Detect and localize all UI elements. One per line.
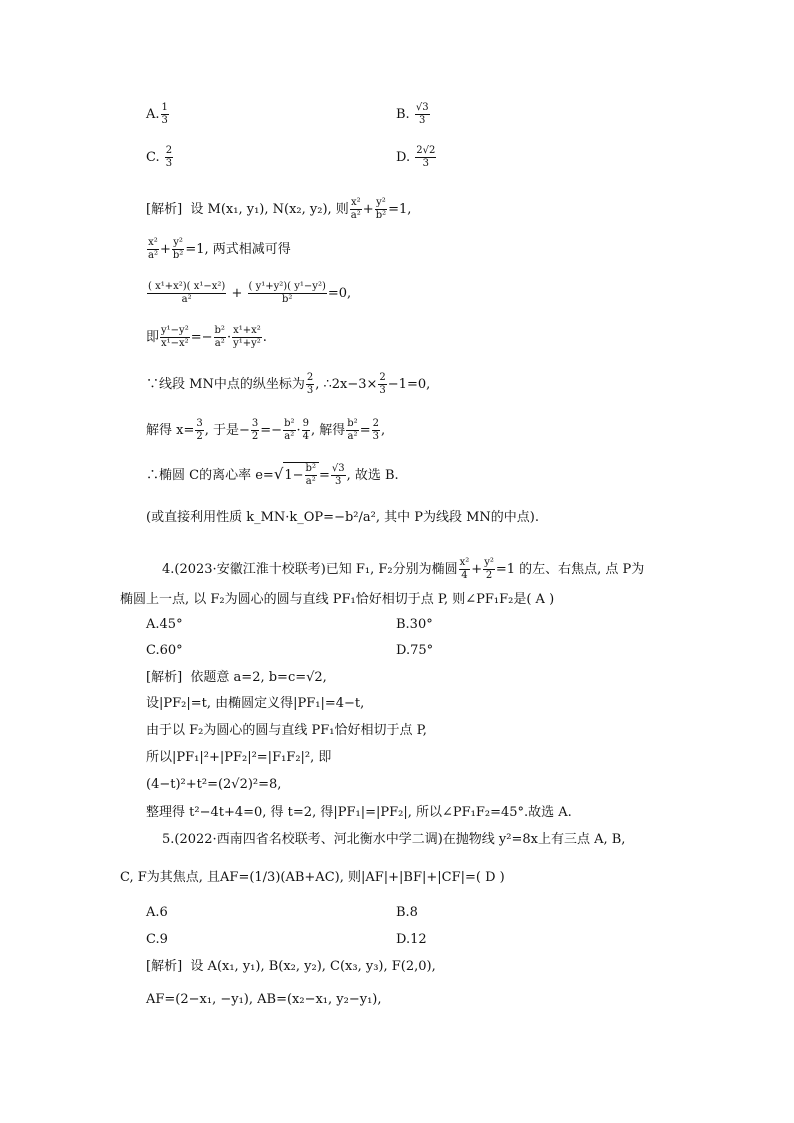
q4-solution-line-6: 整理得 t²−4t+4=0, 得 t=2, 得|PF₁|=|PF₂|, 所以∠PF₁F₂=45°.故选 A. xyxy=(146,805,572,820)
q4-solution-line-5: (4−t)²+t²=(2√2)²=8, xyxy=(146,777,282,792)
q3-solution-line-1: [解析] 设 M(x₁, y₁), N(x₂, y₂), 则 $\frac{\text{x²}}{\text{a²}}$ + $\frac{\text{y²}}{\text{b²}}$ =1, xyxy=(146,197,412,221)
option-c: C. $\frac{2}{3}$ xyxy=(146,145,173,169)
option-a: A. $\frac{1}{3}$ xyxy=(146,102,168,126)
q5-solution-line-1: [解析] 设 A(x₁, y₁), B(x₂, y₂), C(x₃, y₃), F(2,0), xyxy=(146,959,436,974)
q5-stem-line-1: 5.(2022·西南四省名校联考、河北衡水中学二调)在抛物线 y²=8x上有三点 A, B, xyxy=(162,832,626,847)
q4-option-a: A.45° xyxy=(146,617,183,632)
q5-option-b: B.8 xyxy=(396,905,418,920)
q4-solution-line-4: 所以|PF₁|²+|PF₂|²=|F₁F₂|², 即 xyxy=(146,750,332,765)
q4-stem-line-2: 椭圆上一点, 以 F₂为圆心的圆与直线 PF₁恰好相切于点 P, 则∠PF₁F₂是( A ) xyxy=(120,592,555,607)
q5-solution-line-2: AF=(2−x₁, −y₁), AB=(x₂−x₁, y₂−y₁), xyxy=(146,992,382,1007)
q3-solution-line-8: (或直接利用性质 k_MN·k_OP=−b²/a², 其中 P为线段 MN的中点). xyxy=(146,510,540,525)
q3-solution-line-7: ∴椭圆 C的离心率 e=√1− $\frac{\text{b²}}{\text{a²}}$ = $\frac{√3}{3}$ , 故选 B. xyxy=(146,463,399,487)
q4-option-b: B.30° xyxy=(396,617,433,632)
q5-option-c: C.9 xyxy=(146,932,168,947)
q5-stem-line-2: C, F为其焦点, 且AF=(1/3)(AB+AC), 则|AF|+|BF|+|CF|=( D ) xyxy=(120,870,505,885)
q3-solution-line-5: ∵线段 MN中点的纵坐标为 $\frac{2}{3}$ , ∴2x−3× $\frac{2}{3}$ −1=0, xyxy=(146,372,431,396)
q4-stem-line-1: 4.(2023·安徽江淮十校联考)已知 F₁, F₂分别为椭圆 $\frac{\text{x²}}{4}$ + $\frac{\text{y²}}{2}$ =1 的左、右焦点, 点 P为 xyxy=(162,557,645,581)
q3-solution-line-3: $\frac{\text{( x¹+x²)( x¹−x²)}}{\text{a²}}$ + $\frac{\text{( y¹+y²)( y¹−y²)}}{\text{b²}}$ =0, xyxy=(148,281,352,305)
q4-option-c: C.60° xyxy=(146,643,183,658)
q4-solution-line-3: 由于以 F₂为圆心的圆与直线 PF₁恰好相切于点 P, xyxy=(146,723,427,738)
q4-solution-line-1: [解析] 依题意 a=2, b=c=√2, xyxy=(146,670,327,685)
q4-solution-line-2: 设|PF₂|=t, 由椭圆定义得|PF₁|=4−t, xyxy=(146,696,365,711)
q5-option-d: D.12 xyxy=(396,932,427,947)
q3-solution-line-6: 解得 x= $\frac{3}{2}$ , 于是− $\frac{3}{2}$ =− $\frac{\text{b²}}{\text{a²}}$ · $\frac{9}{4}$ , 解得 $\frac{\text{b²}}{\text{a²}}$ = $\frac{2}{3}$ , xyxy=(146,418,386,442)
q4-option-d: D.75° xyxy=(396,643,434,658)
q5-option-a: A.6 xyxy=(146,905,168,920)
q3-solution-line-4: 即 $\frac{\text{y¹−y²}}{\text{x¹−x²}}$ =− $\frac{\text{b²}}{\text{a²}}$ · $\frac{\text{x¹+x²}}{\text{y¹+y²}}$ . xyxy=(146,325,267,349)
option-d: D. $\frac{2√2}{3}$ xyxy=(396,145,436,169)
option-b: B. $\frac{√3}{3}$ xyxy=(396,102,429,126)
q3-solution-line-2: $\frac{\text{x²}}{\text{a²}}$ + $\frac{\text{y²}}{\text{b²}}$ =1, 两式相减可得 xyxy=(148,237,291,261)
